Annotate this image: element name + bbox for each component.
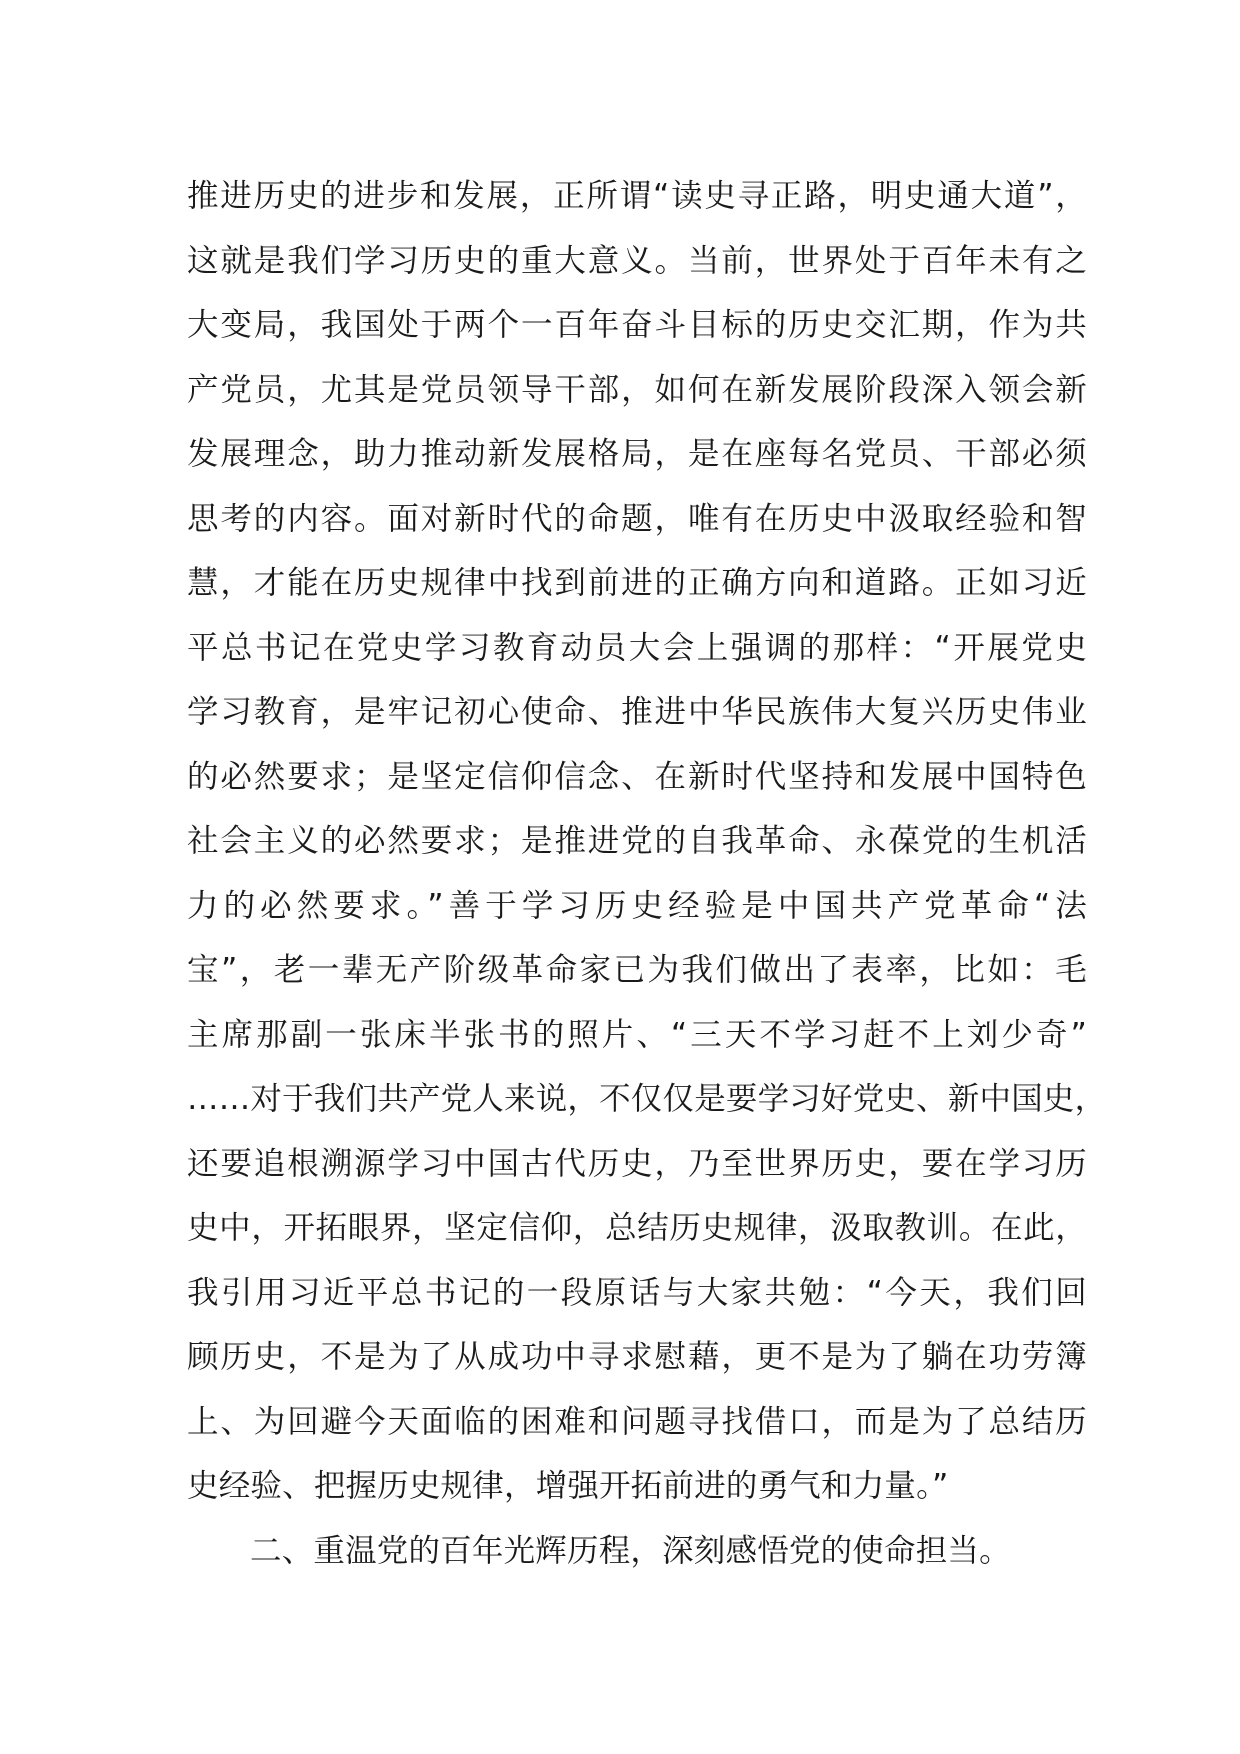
paragraph-line: 还要追根溯源学习中国古代历史，乃至世界历史，要在学习历 [187, 1145, 1087, 1182]
paragraph-line: 大变局，我国处于两个一百年奋斗目标的历史交汇期，作为共 [187, 307, 1087, 343]
paragraph-line: 主席那副一张床半张书的照片、“三天不学习赶不上刘少奇” [187, 1016, 1087, 1053]
paragraph-line: 史中，开拓眼界，坚定信仰，总结历史规律，汲取教训。在此， [187, 1210, 1087, 1246]
paragraph-line: 这就是我们学习历史的重大意义。当前，世界处于百年未有之 [187, 242, 1087, 279]
paragraph-line: 力的必然要求。”善于学习历史经验是中国共产党革命“法 [187, 887, 1087, 924]
paragraph-line: 社会主义的必然要求；是推进党的自我革命、永葆党的生机活 [187, 823, 1087, 859]
paragraph-line: 慧，才能在历史规律中找到前进的正确方向和道路。正如习近 [187, 565, 1087, 601]
paragraph-line: 我引用习近平总书记的一段原话与大家共勉：“今天，我们回 [187, 1274, 1087, 1311]
paragraph-line: 学习教育，是牢记初心使命、推进中华民族伟大复兴历史伟业 [187, 694, 1087, 730]
paragraph-line: 宝”，老一辈无产阶级革命家已为我们做出了表率，比如：毛 [187, 952, 1087, 988]
paragraph-line: 顾历史，不是为了从成功中寻求慰藉，更不是为了躺在功劳簿 [187, 1339, 1087, 1375]
paragraph-line: 的必然要求；是坚定信仰信念、在新时代坚持和发展中国特色 [187, 758, 1087, 795]
paragraph-line: 发展理念，助力推动新发展格局，是在座每名党员、干部必须 [187, 436, 1087, 472]
paragraph-line: 推进历史的进步和发展，正所谓“读史寻正路，明史通大道”， [187, 178, 1087, 214]
paragraph-line: 产党员，尤其是党员领导干部，如何在新发展阶段深入领会新 [187, 371, 1087, 408]
paragraph-line: ……对于我们共产党人来说，不仅仅是要学习好党史、新中国史， [187, 1081, 1107, 1117]
paragraph-line: 上、为回避今天面临的困难和问题寻找借口，而是为了总结历 [187, 1403, 1087, 1440]
paragraph-line: 思考的内容。面对新时代的命题，唯有在历史中汲取经验和智 [187, 500, 1087, 537]
body-text [187, 164, 1107, 1583]
paragraph-line-last: 史经验、把握历史规律，增强开拓前进的勇气和力量。” [187, 1468, 949, 1504]
paragraph-line: 平总书记在党史学习教育动员大会上强调的那样：“开展党史 [187, 629, 1087, 666]
section-heading: 二、重温党的百年光辉历程，深刻感悟党的使命担当。 [250, 1532, 1011, 1569]
